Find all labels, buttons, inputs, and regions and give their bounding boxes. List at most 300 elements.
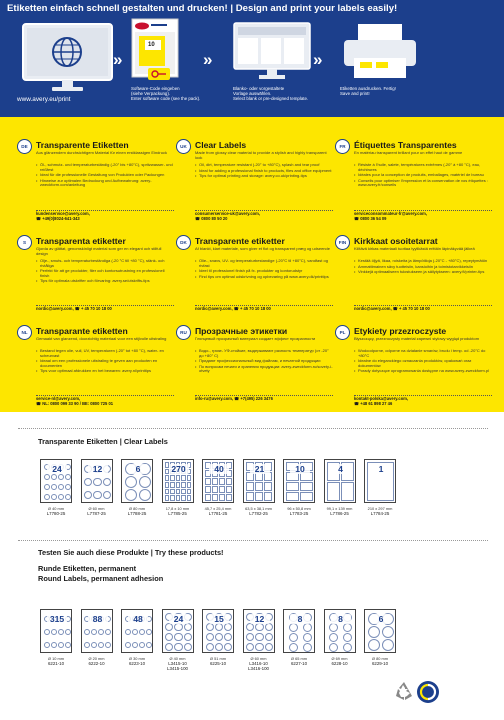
bullet: • Tips för optimala utskrifter och förvaring: avery.se/utskrifts-tips xyxy=(36,279,174,284)
label-cell xyxy=(58,484,64,490)
label-cell xyxy=(65,474,71,480)
label-cell xyxy=(65,642,71,648)
bullet: • Idealne do eleganckiego oznaczania produktów, opakowań oraz dokumentów xyxy=(354,359,492,368)
lang-subtitle: Gemaakt van glanzend, doorzichtig materiaal voor een stijlvolle uitstraling xyxy=(36,336,167,341)
label-dimensions: Ø 65 mm xyxy=(291,656,307,661)
label-dimensions: Ø 20 mm xyxy=(88,656,105,661)
lang-subtitle: Błyszczący, przezroczysty materiał zapewni stylowy wygląd produktom xyxy=(354,336,480,341)
lang-title: Transparante etiketten xyxy=(36,326,128,336)
label-cell xyxy=(205,478,211,485)
label-cell xyxy=(264,492,272,501)
product-code: 6225-10 xyxy=(209,661,227,666)
label-dimensions: 99,1 x 139 mm xyxy=(326,506,353,511)
label-cell xyxy=(103,491,111,499)
label-cell xyxy=(103,478,111,486)
label-cell xyxy=(255,623,263,631)
label-cell xyxy=(105,642,111,648)
product-code: L7786-25 xyxy=(330,511,349,516)
label-cell xyxy=(246,482,254,491)
labels-per-sheet: 40 xyxy=(209,464,229,474)
label-sheet xyxy=(202,609,234,653)
contact-email: nordic@avery.com, ☎ + 45 70 10 18 00 xyxy=(195,306,271,311)
label-cell xyxy=(212,478,218,485)
label-cell xyxy=(341,482,354,501)
label-cell xyxy=(187,489,192,495)
product-code: L7783-25 xyxy=(289,511,309,516)
product-code: 6222-10 xyxy=(88,661,105,666)
label-cell xyxy=(174,633,182,641)
labels-per-sheet: 315 xyxy=(47,614,67,624)
bullet: • Придают профессиональный вид файлам, и печатной продукции xyxy=(195,359,333,364)
bullet: • Ideaal om een professionele uitstraling te geven aan producten en documenten xyxy=(36,359,174,368)
label-cell xyxy=(105,629,111,635)
label-sheet xyxy=(283,609,315,653)
label-cell xyxy=(187,482,192,488)
label-cell xyxy=(139,489,151,501)
lang-badge: DE xyxy=(17,139,32,154)
label-cell xyxy=(224,643,232,651)
label-sheet xyxy=(81,459,113,503)
label-dimensions: Ø 51 mm xyxy=(210,656,226,661)
label-sheet xyxy=(40,609,72,653)
lang-title: Étiquettes Transparentes xyxy=(354,140,457,150)
label-cell xyxy=(300,482,313,491)
label-dimensions: Ø 60 mm xyxy=(88,506,105,511)
label-cell xyxy=(327,482,340,501)
labels-per-sheet: 24 xyxy=(169,614,189,624)
label-cell xyxy=(125,489,137,501)
label-cell xyxy=(184,643,192,651)
bullet: • Öl-, schmutz- und temperaturbeständig (-20° bis +80°C), spritzwasser- und reißfest xyxy=(36,163,174,172)
label-cell xyxy=(165,489,170,495)
contact-phone: ☎ +48 61 898 27 46 xyxy=(354,400,393,406)
step-3-text: Etiketten ausdrucken. Fertig! Save and print! xyxy=(340,86,396,97)
product-code: 6227-10 xyxy=(290,661,308,666)
label-cell xyxy=(343,633,352,642)
label-cell xyxy=(44,494,50,500)
contact-email: info-ru@avery.com, ☎ +7(495) 226 3476 xyxy=(195,396,273,401)
product-code: L7780-25 xyxy=(46,511,66,516)
label-cell xyxy=(255,492,263,501)
label-sheet xyxy=(324,459,356,503)
label-dimensions: 210 x 297 mm xyxy=(367,506,393,511)
label-cell xyxy=(165,482,170,488)
lang-contact xyxy=(36,210,174,222)
label-sheet xyxy=(162,459,194,503)
label-cell xyxy=(91,629,97,635)
step-arrow: » xyxy=(313,50,319,69)
label-cell xyxy=(368,639,380,651)
label-cell xyxy=(91,642,97,648)
product-code: 6228-10 xyxy=(331,661,348,666)
contact-email: consumerservice-uk@avery.com, xyxy=(195,211,260,216)
labels-per-sheet: 21 xyxy=(250,464,270,474)
header-banner xyxy=(0,0,504,117)
label-cell xyxy=(215,633,223,641)
label-cell xyxy=(181,489,186,495)
key-icon xyxy=(148,68,170,80)
label-dimensions: 96 x 50,8 mm xyxy=(287,506,311,511)
contact-email: kundenservice@avery.com, xyxy=(36,211,90,216)
lang-block-de xyxy=(17,139,177,229)
lang-badge: DK xyxy=(176,235,191,250)
label-dimensions: Ø 80 mm xyxy=(372,656,388,661)
lang-block-fin xyxy=(335,235,495,319)
software-code: 10 xyxy=(148,42,155,48)
label-sheet xyxy=(243,609,275,653)
label-cell xyxy=(329,633,338,642)
lang-subtitle: Глянцевый прозрачный материал создает эффект прозрачности xyxy=(195,336,316,341)
label-sheet xyxy=(324,609,356,653)
label-cell xyxy=(205,494,211,501)
lang-contact xyxy=(195,305,333,312)
lang-title: Clear Labels xyxy=(195,140,247,150)
bullet: • Tips voor optimaal afdrukken en het bewaren: avery.nl/printtips xyxy=(36,369,174,374)
label-sheet xyxy=(40,459,72,503)
label-cell xyxy=(206,643,214,651)
recycle-icon xyxy=(393,680,415,702)
product-code: L7782-25 xyxy=(249,511,268,516)
lang-bullets xyxy=(195,163,333,180)
label-cell xyxy=(184,623,192,631)
label-cell xyxy=(219,486,225,493)
label-cell xyxy=(184,633,192,641)
label-cell xyxy=(286,492,299,501)
lang-title: Transparente etiketter xyxy=(195,236,285,246)
label-cell xyxy=(246,633,254,641)
label-dimensions: Ø 30 mm xyxy=(129,656,145,661)
lang-block-nl xyxy=(17,325,177,411)
print-url-link[interactable]: www.avery.eu/print xyxy=(17,96,71,103)
lang-bullets xyxy=(36,349,174,375)
lang-block-fr xyxy=(335,139,495,229)
label-dimensions: Ø 40 mm xyxy=(48,506,64,511)
printer-icon xyxy=(340,22,420,84)
label-sheet xyxy=(121,609,153,653)
label-cell xyxy=(212,486,218,493)
labels-per-sheet: 12 xyxy=(250,614,270,624)
label-cell xyxy=(226,486,232,493)
lang-badge: NL xyxy=(17,325,32,340)
label-cell xyxy=(255,643,263,651)
label-cell xyxy=(205,486,211,493)
bullet: • Conseils pour optimiser l'impression et la conservation de vos étiquettes : www.avery.fr/conseils xyxy=(354,179,492,188)
bullet: • Hinweise zur optimalen Bedruckung und Aufbewahrung: avery-zweckform.com/anleitung xyxy=(36,179,174,188)
label-cell xyxy=(132,642,138,648)
green-dot-icon xyxy=(417,681,439,703)
lang-contact xyxy=(195,395,333,402)
lang-contact xyxy=(354,395,492,407)
labels-per-sheet: 1 xyxy=(371,464,391,474)
label-cell xyxy=(132,629,138,635)
label-dimensions: 45,7 x 25,4 mm xyxy=(204,506,232,511)
labels-per-sheet: 24 xyxy=(47,464,67,474)
label-cell xyxy=(246,643,254,651)
label-cell xyxy=(224,623,232,631)
label-cell xyxy=(343,643,352,652)
contact-email: nordic@avery.com, ☎ + 45 70 10 18 00 xyxy=(36,306,112,311)
product-code: L3415-10 L3415-100 xyxy=(167,661,188,671)
contact-phone: ☎ NL: 0800 099 33 90 / BE: 0800 725 01 xyxy=(36,400,114,406)
label-sheet xyxy=(243,459,275,503)
labels-per-sheet: 8 xyxy=(331,614,351,624)
try-title: Testen Sie auch diese Produkte | Try these products! xyxy=(38,548,224,557)
label-dimensions: 17,8 x 10 mm xyxy=(165,506,190,511)
label-sheet xyxy=(283,459,315,503)
lang-contact xyxy=(354,305,492,312)
lang-bullets xyxy=(354,163,492,189)
label-cell xyxy=(176,489,181,495)
lang-subtitle: Af blankt, klart materiale, som giver et flot og transparent præg og udseende xyxy=(195,246,330,251)
label-cell xyxy=(303,643,312,652)
lang-contact xyxy=(195,210,333,222)
label-cell xyxy=(51,642,57,648)
label-cell xyxy=(165,623,173,631)
dotted-divider xyxy=(18,428,488,429)
lang-block-dk xyxy=(176,235,336,319)
lang-title: Transparenta etiketter xyxy=(36,236,126,246)
bullet: • Bestand tegen olie, vuil, UV, temperaturen (-20° tot +80 °C), water- en scheurvast xyxy=(36,349,174,358)
label-cell xyxy=(215,643,223,651)
bullet: • Ideal for adding a professional finish to products, files and office equipment xyxy=(195,169,333,174)
lang-badge: RU xyxy=(176,325,191,340)
contact-email: serviceconsommateur-fr@avery.com, xyxy=(354,211,427,216)
label-cell xyxy=(329,643,338,652)
product-code: 6221-10 xyxy=(47,661,65,666)
lang-contact xyxy=(36,395,174,407)
lang-block-s xyxy=(17,235,177,319)
label-cell xyxy=(255,482,263,491)
label-cell xyxy=(170,482,175,488)
label-cell xyxy=(303,633,312,642)
label-cell xyxy=(65,494,71,500)
label-cell xyxy=(44,642,50,648)
lang-title: Etykiety przezroczyste xyxy=(354,326,447,336)
bullet: • Vinkkejä optimaaliseen tulostukseen ja säilytykseen: avery.fi/printer-tips xyxy=(354,270,492,275)
label-cell xyxy=(382,639,394,651)
label-cell xyxy=(51,484,57,490)
labels-per-sheet: 4 xyxy=(331,464,351,474)
label-dimensions: Ø 60 mm xyxy=(250,656,267,661)
label-cell xyxy=(246,623,254,631)
lang-bullets xyxy=(36,163,174,189)
label-sheet xyxy=(81,609,113,653)
bullet: • Водо-, грязе- УФ-стойкие, выдерживают разность температур (от -20° до +80° C) xyxy=(195,349,333,358)
label-dimensions: Ø 10 mm xyxy=(48,656,64,661)
label-sheet xyxy=(121,459,153,503)
label-cell xyxy=(176,495,181,501)
label-cell xyxy=(98,642,104,648)
labels-per-sheet: 8 xyxy=(290,614,310,624)
bullet: • Perfekt för att ge produkter, filer och kontorsutrustning en professionell finish xyxy=(36,269,174,278)
label-cell xyxy=(174,623,182,631)
label-cell xyxy=(139,629,145,635)
product-code: 6229-10 xyxy=(371,661,389,666)
label-cell xyxy=(51,474,57,480)
label-cell xyxy=(65,629,71,635)
label-cell xyxy=(224,633,232,641)
lang-bullets xyxy=(354,349,492,375)
label-dimensions: Ø 80 mm xyxy=(129,506,145,511)
lang-contact xyxy=(354,210,492,222)
label-cell xyxy=(187,475,192,481)
label-cell xyxy=(246,492,254,501)
label-dimensions: Ø 40 mm xyxy=(169,656,186,661)
label-cell xyxy=(206,633,214,641)
labels-per-sheet: 10 xyxy=(290,464,310,474)
label-cell xyxy=(125,476,137,488)
label-cell xyxy=(165,475,170,481)
label-sheet xyxy=(202,459,234,503)
lang-subtitle: Kiiltävä kirkas materiaali tuottaa tyylikästä erittäin läpinäkyvää jälkeä xyxy=(354,246,475,251)
lang-block-uk xyxy=(176,139,336,229)
label-dimensions: Ø 69 mm xyxy=(331,656,348,661)
label-cell xyxy=(165,643,173,651)
labels-per-sheet: 15 xyxy=(209,614,229,624)
label-cell xyxy=(212,494,218,501)
label-cell xyxy=(51,494,57,500)
contact-phone: ☎ +49(0)8024-641-343 xyxy=(36,215,80,221)
bullet: • Idéales pour la conception de produits, emballages, matériel de bureau xyxy=(354,173,492,178)
lang-bullets xyxy=(195,349,333,375)
label-cell xyxy=(181,482,186,488)
lang-badge: FR xyxy=(335,139,350,154)
label-cell xyxy=(265,643,273,651)
label-cell xyxy=(84,491,92,499)
lang-title: Kirkkaat osoitetarrat xyxy=(354,236,438,246)
product-code: 6223-10 xyxy=(128,661,146,666)
bullet: • Résiste à l'huile, salete, températures extrêmes (-20° à +80 °C), eau, déchirures xyxy=(354,163,492,172)
label-cell xyxy=(181,475,186,481)
bullet: • Porady dotyczące oprogramowania dostępne na www.avery-zweckform.pl xyxy=(354,369,492,374)
label-cell xyxy=(181,495,186,501)
lang-badge: UK xyxy=(176,139,191,154)
label-cell xyxy=(58,642,64,648)
label-sheet xyxy=(364,459,396,503)
label-cell xyxy=(58,474,64,480)
label-cell xyxy=(255,633,263,641)
label-cell xyxy=(226,478,232,485)
label-cell xyxy=(219,494,225,501)
label-cell xyxy=(44,629,50,635)
header-title: Etiketten einfach schnell gestalten und drucken! | Design and print your labels easily! xyxy=(7,3,398,14)
lang-bullets xyxy=(195,259,333,280)
label-cell xyxy=(187,495,192,501)
contact-email: kontakt-polska@avery.com, xyxy=(354,396,408,401)
label-dimensions: 63,5 x 38,1 mm xyxy=(245,506,272,511)
label-cell xyxy=(289,643,298,652)
label-cell xyxy=(93,478,101,486)
bullet: • Oil, dirt, temperature resistant (-20° to +80°C), splash and tear proof xyxy=(195,163,333,168)
bullet: • Ideel til professionel finish på fx. produkter og kontorudstyr xyxy=(195,269,333,274)
lang-title: Transparente Etiketten xyxy=(36,140,129,150)
label-cell xyxy=(219,478,225,485)
lang-subtitle: Gjorda av glättat, genomskinligt material som ger en elegant och stilfull design xyxy=(36,246,162,256)
product-code: L7784-25 xyxy=(370,511,390,516)
label-cell xyxy=(165,633,173,641)
label-cell xyxy=(146,642,152,648)
label-cell xyxy=(44,474,50,480)
label-cell xyxy=(84,478,92,486)
label-cell xyxy=(264,482,272,491)
lang-bullets xyxy=(36,259,174,285)
bullet: • Tips for optimal printing and storage: avery.co.uk/printing-tips xyxy=(195,174,333,179)
label-cell xyxy=(44,484,50,490)
label-cell xyxy=(51,629,57,635)
lang-title: Прозрачные этикетки xyxy=(195,326,288,336)
product-code: L7785-25 xyxy=(168,511,187,516)
contact-email: nordic@avery.com, ☎ + 45 70 10 18 00 xyxy=(354,306,430,311)
bullet: • Wodoodporne, odporne na działanie smarów, brudu i temp. od -20°C do +80°C xyxy=(354,349,492,358)
lang-block-pl xyxy=(335,325,495,411)
contact-phone: ☎ 0800 80 50 20 xyxy=(195,215,228,221)
label-cell xyxy=(265,633,273,641)
products-title: Transparente Etiketten | Clear Labels xyxy=(38,437,168,446)
labels-per-sheet: 12 xyxy=(88,464,108,474)
label-cell xyxy=(368,626,380,638)
template-screen-icon xyxy=(233,22,311,82)
bullet: • Ammattimainen sävy tuotteisiin, kansioihin ja toimistotarvikkeisiin xyxy=(354,265,492,270)
lang-badge: FIN xyxy=(335,235,350,250)
label-cell xyxy=(382,626,394,638)
lang-bullets xyxy=(354,259,492,276)
label-cell xyxy=(125,642,131,648)
product-code: L7788-25 xyxy=(127,511,147,516)
label-cell xyxy=(125,629,131,635)
labels-per-sheet: 88 xyxy=(88,614,108,624)
label-cell xyxy=(206,623,214,631)
bullet: • Olie-, snavs, UV- og temperaturbestandige (-20°C til +80°C), vandfast og rivfast xyxy=(195,259,333,268)
try-subtitle-en: Round Labels, permanent adhesion xyxy=(38,574,164,583)
bullet: • Ideal für die professionelle Gestaltung von Produkten oder Packungen xyxy=(36,173,174,178)
label-cell xyxy=(265,623,273,631)
product-code: L7781-25 xyxy=(208,511,228,516)
label-cell xyxy=(165,495,170,501)
label-cell xyxy=(139,642,145,648)
label-cell xyxy=(174,643,182,651)
label-cell xyxy=(65,484,71,490)
bullet: • По вопросам печати и хранения продукции: avery-zweckform.ru/sovety-i-otvety xyxy=(195,365,333,374)
contact-phone: ☎ 0800 36 54 09 xyxy=(354,215,387,221)
label-cell xyxy=(176,482,181,488)
lang-subtitle: Aus glänzendem durchsichtigem Material für einen erstklassigen Eindruck xyxy=(36,150,167,155)
label-cell xyxy=(170,475,175,481)
step-arrow: » xyxy=(203,50,209,69)
label-sheet xyxy=(364,609,396,653)
lang-block-ru xyxy=(176,325,336,411)
labels-per-sheet: 6 xyxy=(371,614,391,624)
label-cell xyxy=(300,492,313,501)
bullet: • Find tips om optimal udskrivning og opbevaring på www.avery.dk/printtips xyxy=(195,275,333,280)
lang-subtitle: Made from glossy clear material to provide a stylish and highly transparent look xyxy=(195,150,327,160)
label-cell xyxy=(84,629,90,635)
dotted-divider xyxy=(18,540,488,541)
contact-email: service-nl@avery.com, xyxy=(36,396,81,401)
label-cell xyxy=(93,491,101,499)
bullet: • Kestää öljyä, likaa, roiskeita ja lämpötiloja (-20°C - +80°C), repeytymätön xyxy=(354,259,492,264)
lang-subtitle: En matériau transparent brillant pour un effet haut de gamme xyxy=(354,150,463,155)
bullet: • Olje-, smuts- och temperaturbeständiga (-20 °C till +80 °C), stänk- och rivtåliga xyxy=(36,259,174,268)
label-cell xyxy=(58,629,64,635)
label-cell xyxy=(289,633,298,642)
step-arrow: » xyxy=(113,50,119,69)
labels-per-sheet: 48 xyxy=(128,614,148,624)
lang-badge: S xyxy=(17,235,32,250)
label-cell xyxy=(98,629,104,635)
step-1-text: Software-Code eingeben (siehe Verpackung). Enter software code (see the pack). xyxy=(131,86,201,102)
labels-per-sheet: 270 xyxy=(169,464,189,474)
label-cell xyxy=(146,629,152,635)
